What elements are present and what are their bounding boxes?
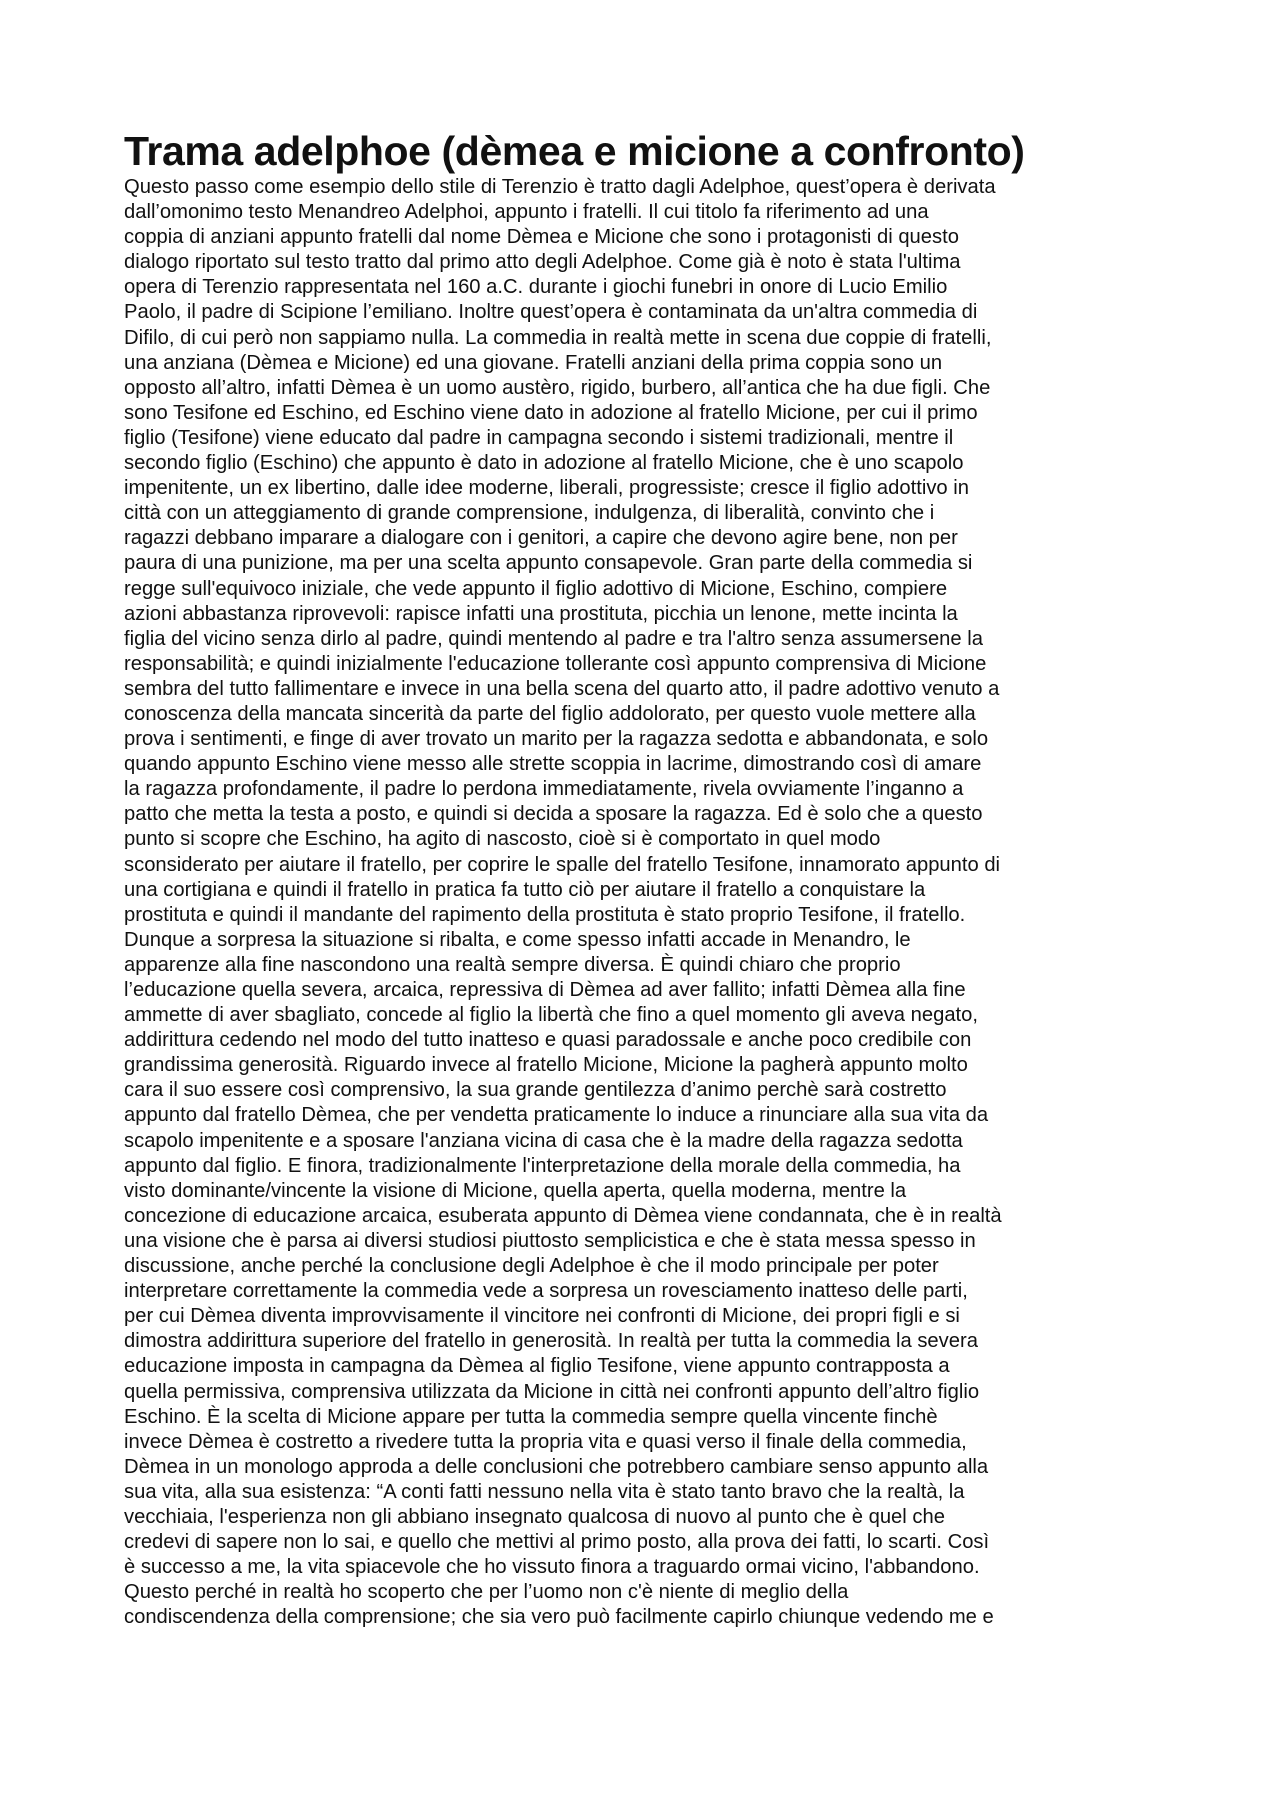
text-line: città con un atteggiamento di grande comprensione, indulgenza, di liberalità, convinto che i <box>124 502 935 525</box>
text-line: concezione di educazione arcaica, esuberata appunto di Dèmea viene condannata, che è in realtà <box>124 1204 1002 1227</box>
text-line: grandissima generosità. Riguardo invece al fratello Micione, Micione la pagherà appunto molto <box>124 1054 968 1077</box>
text-line: punto si scopre che Eschino, ha agito di nascosto, cioè si è comportato in quel modo <box>124 828 881 851</box>
text-line: sembra del tutto fallimentare e invece in una bella scena del quarto atto, il padre adottivo venuto a <box>124 677 1000 700</box>
text-line: credevi di sapere non lo sai, e quello che mettivi al primo posto, alla prova dei fatti, lo scarti. Così <box>124 1531 990 1554</box>
text-line: vecchiaia, l'esperienza non gli abbiano insegnato qualcosa di nuovo al punto che è quel che <box>124 1505 945 1528</box>
text-line: sua vita, alla sua esistenza: “A conti fatti nessuno nella vita è stato tanto bravo che la realtà, la <box>124 1480 965 1503</box>
text-line: appunto dal figlio. E finora, tradizionalmente l'interpretazione della morale della commedia, ha <box>124 1154 961 1177</box>
document-title: Trama adelphoe (dèmea e micione a confronto) <box>124 128 1025 174</box>
text-line: Questo passo come esempio dello stile di Terenzio è tratto dagli Adelphoe, quest’opera è derivata <box>124 176 996 198</box>
text-line: dialogo riportato sul testo tratto dal primo atto degli Adelphoe. Come già è noto è stata l'ultima <box>124 251 961 274</box>
text-line: paura di una punizione, ma per una scelta appunto consapevole. Gran parte della commedia si <box>124 552 973 575</box>
text-line: Difilo, di cui però non sappiamo nulla. La commedia in realtà mette in scena due coppie di fratelli, <box>124 326 992 349</box>
text-line: impenitente, un ex libertino, dalle idee moderne, liberali, progressiste; cresce il figlio adottivo in <box>124 477 969 500</box>
text-line: dimostra addirittura superiore del fratello in generosità. In realtà per tutta la commedia la severa <box>124 1330 978 1353</box>
text-line: coppia di anziani appunto fratelli dal nome Dèmea e Micione che sono i protagonisti di questo <box>124 226 959 249</box>
text-line: responsabilità; e quindi inizialmente l'educazione tollerante così appunto comprensiva di Micione <box>124 652 987 675</box>
text-line: Eschino. È la scelta di Micione appare per tutta la commedia sempre quella vincente finchè <box>124 1405 938 1428</box>
text-line: patto che metta la testa a posto, e quindi si decida a sposare la ragazza. Ed è solo che a questo <box>124 803 983 826</box>
text-line: Paolo, il padre di Scipione l’emiliano. Inoltre quest’opera è contaminata da un'altra commedia di <box>124 301 978 324</box>
text-line: conoscenza della mancata sincerità da parte del figlio addolorato, per questo vuole mettere alla <box>124 702 976 725</box>
text-line: è successo a me, la vita spiacevole che ho vissuto finora a traguardo ormai vicino, l'abbandono. <box>124 1556 980 1579</box>
text-line: quando appunto Eschino viene messo alle strette scoppia in lacrime, dimostrando così di amare <box>124 753 982 776</box>
text-line: secondo figlio (Eschino) che appunto è dato in adozione al fratello Micione, che è uno scapolo <box>124 452 964 475</box>
text-line: Dunque a sorpresa la situazione si ribalta, e come spesso infatti accade in Menandro, le <box>124 928 911 951</box>
text-line: regge sull'equivoco iniziale, che vede appunto il figlio adottivo di Micione, Eschino, compiere <box>124 577 948 600</box>
text-line: una visione che è parsa ai diversi studiosi piuttosto semplicistica e che è stata messa spesso in <box>124 1229 976 1252</box>
text-line: sconsiderato per aiutare il fratello, per coprire le spalle del fratello Tesifone, innamorato appunto di <box>124 853 1001 876</box>
text-line: una anziana (Dèmea e Micione) ed una giovane. Fratelli anziani della prima coppia sono un <box>124 351 943 374</box>
text-line: cara il suo essere così comprensivo, la sua grande gentilezza d’animo perchè sarà costretto <box>124 1079 947 1102</box>
text-line: discussione, anche perché la conclusione degli Adelphoe è che il modo principale per poter <box>124 1255 939 1278</box>
text-line: ammette di aver sbagliato, concede al figlio la libertà che fino a quel momento gli aveva negato, <box>124 1004 978 1027</box>
text-line: invece Dèmea è costretto a rivedere tutta la propria vita e quasi verso il finale della commedia, <box>124 1430 967 1453</box>
text-line: educazione imposta in campagna da Dèmea al figlio Tesifone, viene appunto contrapposta a <box>124 1355 950 1378</box>
text-line: apparenze alla fine nascondono una realtà sempre diversa. È quindi chiaro che proprio <box>124 953 901 976</box>
text-line: opera di Terenzio rappresentata nel 160 a.C. durante i giochi funebri in onore di Lucio Emilio <box>124 276 948 299</box>
text-line: ragazzi debbano imparare a dialogare con i genitori, a capire che devono agire bene, non per <box>124 527 958 550</box>
text-line: dall’omonimo testo Menandreo Adelphoi, appunto i fratelli. Il cui titolo fa riferimento ad una <box>124 201 929 224</box>
text-line: condiscendenza della comprensione; che sia vero può facilmente capirlo chiunque vedendo me e <box>124 1606 994 1629</box>
text-line: Dèmea in un monologo approda a delle conclusioni che potrebbero cambiare senso appunto alla <box>124 1455 989 1478</box>
text-line: addirittura cedendo nel modo del tutto inatteso e quasi paradossale e anche poco credibile con <box>124 1029 972 1052</box>
text-line: sono Tesifone ed Eschino, ed Eschino viene dato in adozione al fratello Micione, per cui il primo <box>124 401 978 424</box>
text-line: una cortigiana e quindi il fratello in pratica fa tutto ciò per aiutare il fratello a conquistare la <box>124 878 926 901</box>
text-line: figlio (Tesifone) viene educato dal padre in campagna secondo i sistemi tradizionali, mentre il <box>124 426 954 449</box>
text-line: interpretare correttamente la commedia vede a sorpresa un rovesciamento inatteso delle parti, <box>124 1280 968 1303</box>
text-line: quella permissiva, comprensiva utilizzata da Micione in città nei confronti appunto dell’altro figlio <box>124 1380 980 1403</box>
text-line: prostituta e quindi il mandante del rapimento della prostituta è stato proprio Tesifone, il fratello. <box>124 903 966 926</box>
text-line: la ragazza profondamente, il padre lo perdona immediatamente, rivela ovviamente l’inganno a <box>124 778 964 801</box>
document-content <box>124 128 1169 1630</box>
text-line: prova i sentimenti, e finge di aver trovato un marito per la ragazza sedotta e abbandonata, e solo <box>124 728 989 751</box>
body-paragraph <box>124 175 1169 1630</box>
text-line: l’educazione quella severa, arcaica, repressiva di Dèmea ad aver fallito; infatti Dèmea alla fine <box>124 979 966 1001</box>
text-line: opposto all’altro, infatti Dèmea è un uomo austèro, rigido, burbero, all’antica che ha due figli. Che <box>124 376 991 399</box>
text-line: figlia del vicino senza dirlo al padre, quindi mentendo al padre e tra l'altro senza assumersene la <box>124 627 983 650</box>
text-line: scapolo impenitente e a sposare l'anziana vicina di casa che è la madre della ragazza sedotta <box>124 1129 963 1152</box>
text-line: visto dominante/vincente la visione di Micione, quella aperta, quella moderna, mentre la <box>124 1179 907 1202</box>
text-line: azioni abbastanza riprovevoli: rapisce infatti una prostituta, picchia un lenone, mette incinta la <box>124 602 958 625</box>
text-line: Questo perché in realtà ho scoperto che per l’uomo non c'è niente di meglio della <box>124 1581 849 1604</box>
text-line: per cui Dèmea diventa improvvisamente il vincitore nei confronti di Micione, dei propri figli e si <box>124 1305 960 1328</box>
text-line: appunto dal fratello Dèmea, che per vendetta praticamente lo induce a rinunciare alla sua vita da <box>124 1104 989 1127</box>
